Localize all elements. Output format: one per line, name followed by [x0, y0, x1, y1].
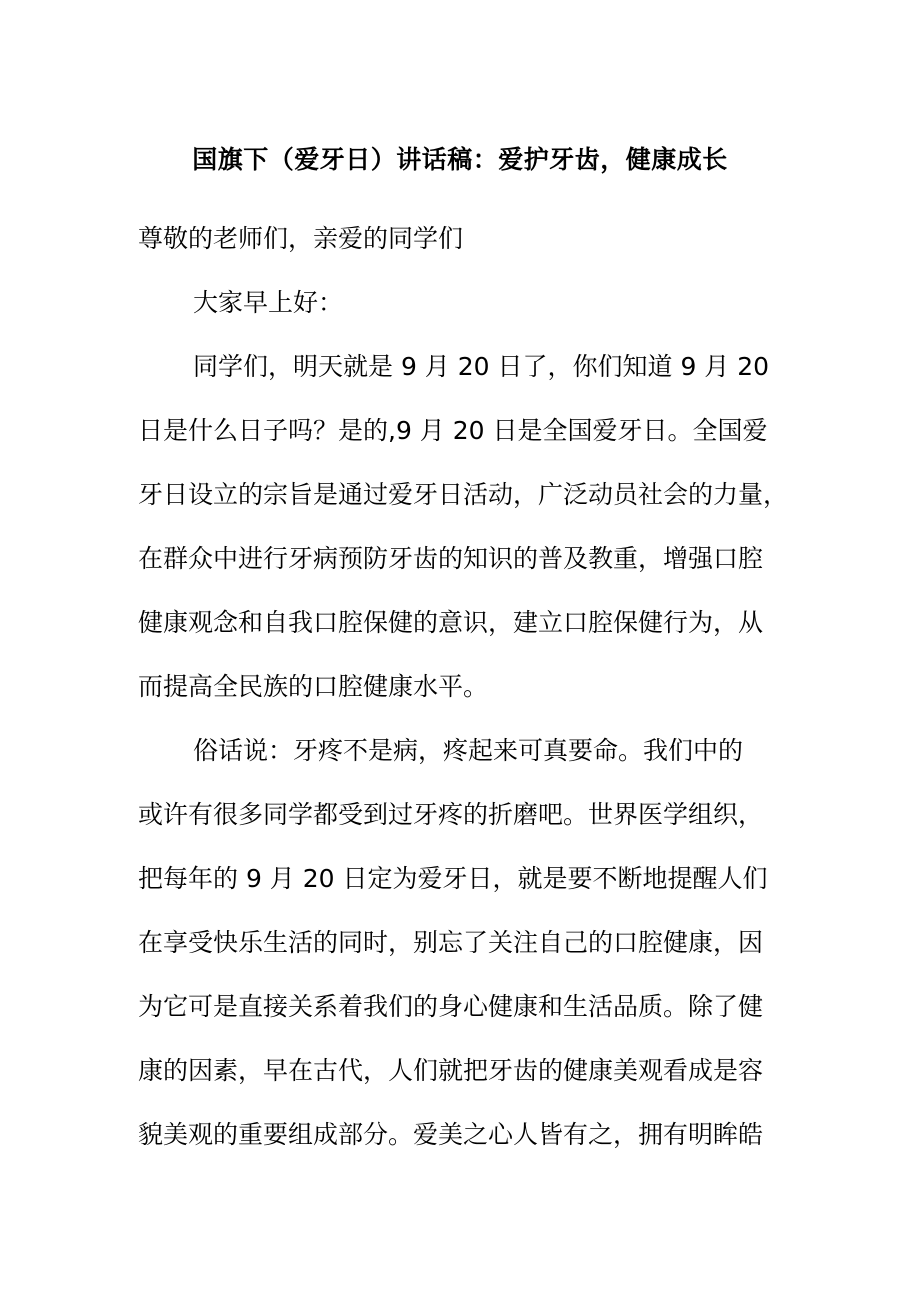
paragraph-line: 康的因素，早在古代，人们就把牙齿的健康美观看成是容 [138, 1056, 764, 1085]
paragraph-line: 把每年的 9 月 20 日定为爱牙日，就是要不断地提醒人们 [138, 864, 768, 893]
paragraph-line: 同学们，明天就是 9 月 20 日了，你们知道 9 月 20 [193, 352, 770, 381]
paragraph-line: 在群众中进行牙病预防牙齿的知识的普及教重，增强口腔 [138, 544, 764, 573]
paragraph-line: 牙日设立的宗旨是通过爱牙日活动，广泛动员社会的力量， [138, 480, 789, 509]
paragraph-line: 日是什么日子吗？是的,9 月 20 日是全国爱牙日。全国爱 [138, 416, 768, 445]
paragraph-line: 俗话说：牙疼不是病，疼起来可真要命。我们中的 [193, 736, 744, 765]
paragraph-line: 或许有很多同学都受到过牙疼的折磨吧。世界医学组织， [138, 800, 764, 829]
document-title: 国旗下（爱牙日）讲话稿：爱护牙齿，健康成长 [192, 145, 728, 174]
paragraph-line: 而提高全民族的口腔健康水平。 [138, 672, 489, 701]
paragraph-line: 健康观念和自我口腔保健的意识，建立口腔保健行为，从 [138, 608, 764, 637]
salutation: 尊敬的老师们，亲爱的同学们 [138, 224, 464, 253]
greeting: 大家早上好： [193, 288, 344, 317]
paragraph-line: 在享受快乐生活的同时，别忘了关注自己的口腔健康，因 [138, 928, 764, 957]
paragraph-line: 貌美观的重要组成部分。爱美之心人皆有之，拥有明眸皓 [138, 1120, 764, 1149]
paragraph-line: 为它可是直接关系着我们的身心健康和生活品质。除了健 [138, 992, 764, 1021]
